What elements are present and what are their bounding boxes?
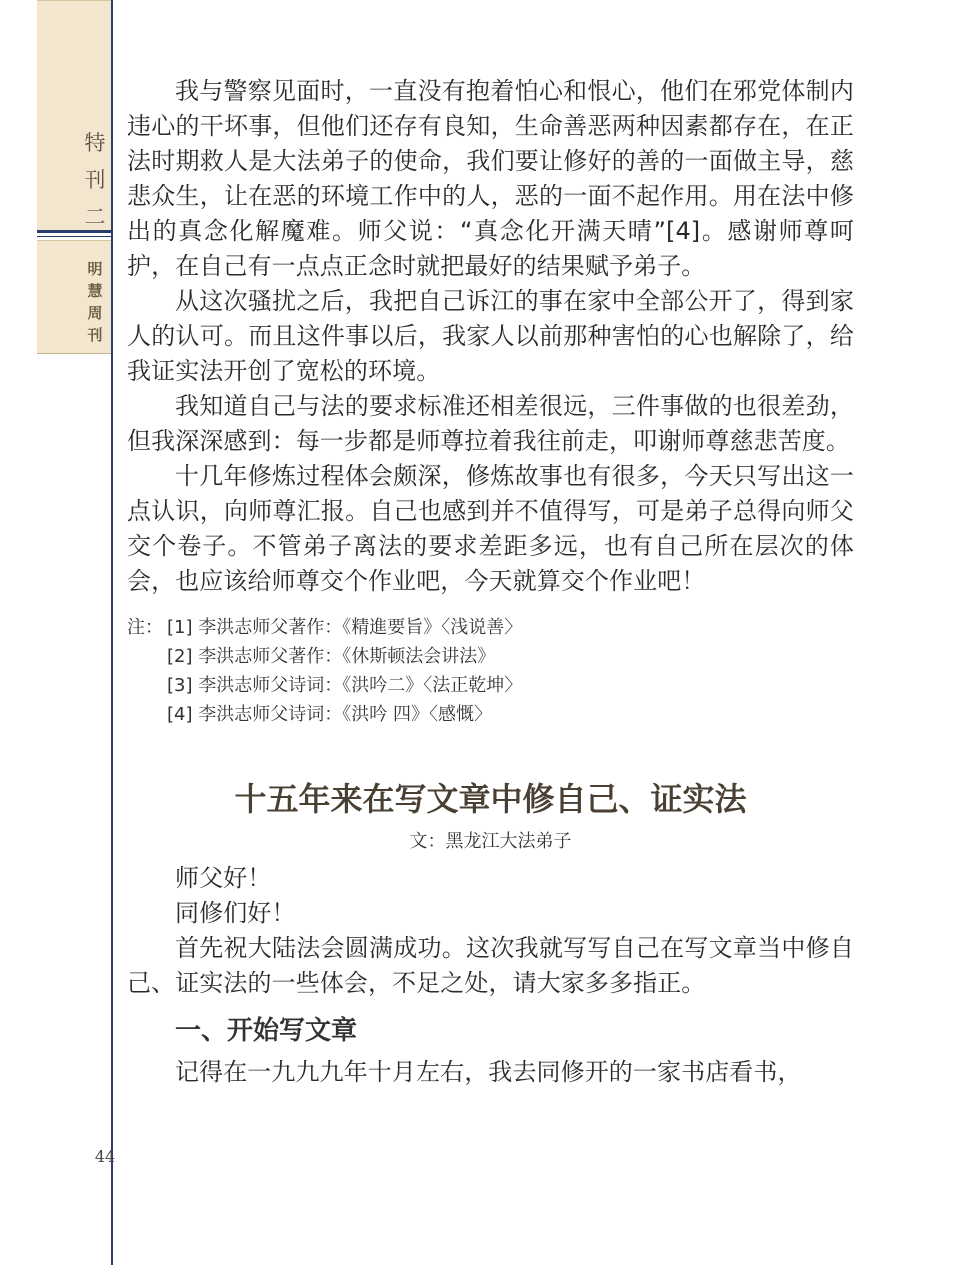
magazine-name-label	[80, 258, 110, 346]
label-char: 刊	[87, 326, 103, 344]
greeting: 师父好！	[175, 864, 272, 892]
footnote	[127, 671, 854, 700]
page-number: 44	[94, 1147, 116, 1166]
greeting: 同修们好！	[175, 899, 296, 927]
sidebar-divider-thin	[37, 236, 113, 237]
footnote-text: [4] 李洪志师父诗词：《洪吟 四》〈感慨〉	[167, 704, 492, 725]
section-heading: 一、开始写文章	[175, 1016, 358, 1046]
body-paragraph: 记得在一九九九年十月左右，我去同修开的一家书店看书，	[175, 1058, 802, 1086]
body-paragraph: 我知道自己与法的要求标准还相差很远，三件事做的也很差劲，但我深深感到：每一步都是师尊拉着我往前走，叩谢师尊慈悲苦度。	[127, 392, 854, 455]
footnote-text: [2] 李洪志师父著作：《休斯顿法会讲法》	[167, 646, 496, 667]
footnotes	[127, 613, 854, 729]
label-char: 慧	[87, 282, 103, 300]
footnote	[127, 613, 854, 642]
article-byline: 文：黑龙江大法弟子	[409, 831, 572, 852]
footnote-text: [3] 李洪志师父诗词：《洪吟二》〈法正乾坤〉	[167, 675, 523, 696]
footnote-prefix: 注：	[127, 617, 163, 638]
footnote	[127, 642, 854, 671]
intro-paragraph: 首先祝大陆法会圆满成功。这次我就写写自己在写文章当中修自己、证实法的一些体会，不足之处，请大家多多指正。	[127, 934, 854, 997]
footnote	[127, 700, 854, 729]
label-char: 特	[84, 131, 106, 155]
label-char: 二	[84, 205, 106, 229]
article-body	[127, 861, 854, 1090]
page-content	[127, 74, 854, 1090]
article-title: 十五年来在写文章中修自己、证实法	[234, 780, 747, 818]
body-paragraph: 从这次骚扰之后，我把自己诉江的事在家中全部公开了，得到家人的认可。而且这件事以后，我家人以前那种害怕的心也解除了，给我证实法开创了宽松的环境。	[127, 287, 854, 385]
margin-rule	[111, 0, 113, 1265]
label-char: 刊	[84, 168, 106, 192]
body-paragraph: 我与警察见面时，一直没有抱着怕心和恨心，他们在邪党体制内违心的干坏事，但他们还存有良知，生命善恶两种因素都存在，在正法时期救人是大法弟子的使命，我们要让修好的善的一面做主导，慈悲众生，让在恶的环境工作中的人，恶的一面不起作用。用在法中修出的真念化解魔难。师父说：“真念化开满天晴”[4]。感谢师尊呵护，在自己有一点点正念时就把最好的结果赋予弟子。	[127, 77, 854, 280]
footnote-text: [1] 李洪志师父著作：《精進要旨》〈浅说善〉	[167, 617, 523, 638]
body-paragraph: 十几年修炼过程体会颇深，修炼故事也有很多，今天只写出这一点认识，向师尊汇报。自己也感到并不值得写，可是弟子总得向师父交个卷子。不管弟子离法的要求差距多远，也有自己所在层次的体会，也应该给师尊交个作业吧，今天就算交个作业吧！	[127, 462, 854, 595]
label-char: 周	[87, 304, 103, 322]
special-issue-label	[80, 125, 110, 236]
label-char: 明	[87, 260, 103, 278]
